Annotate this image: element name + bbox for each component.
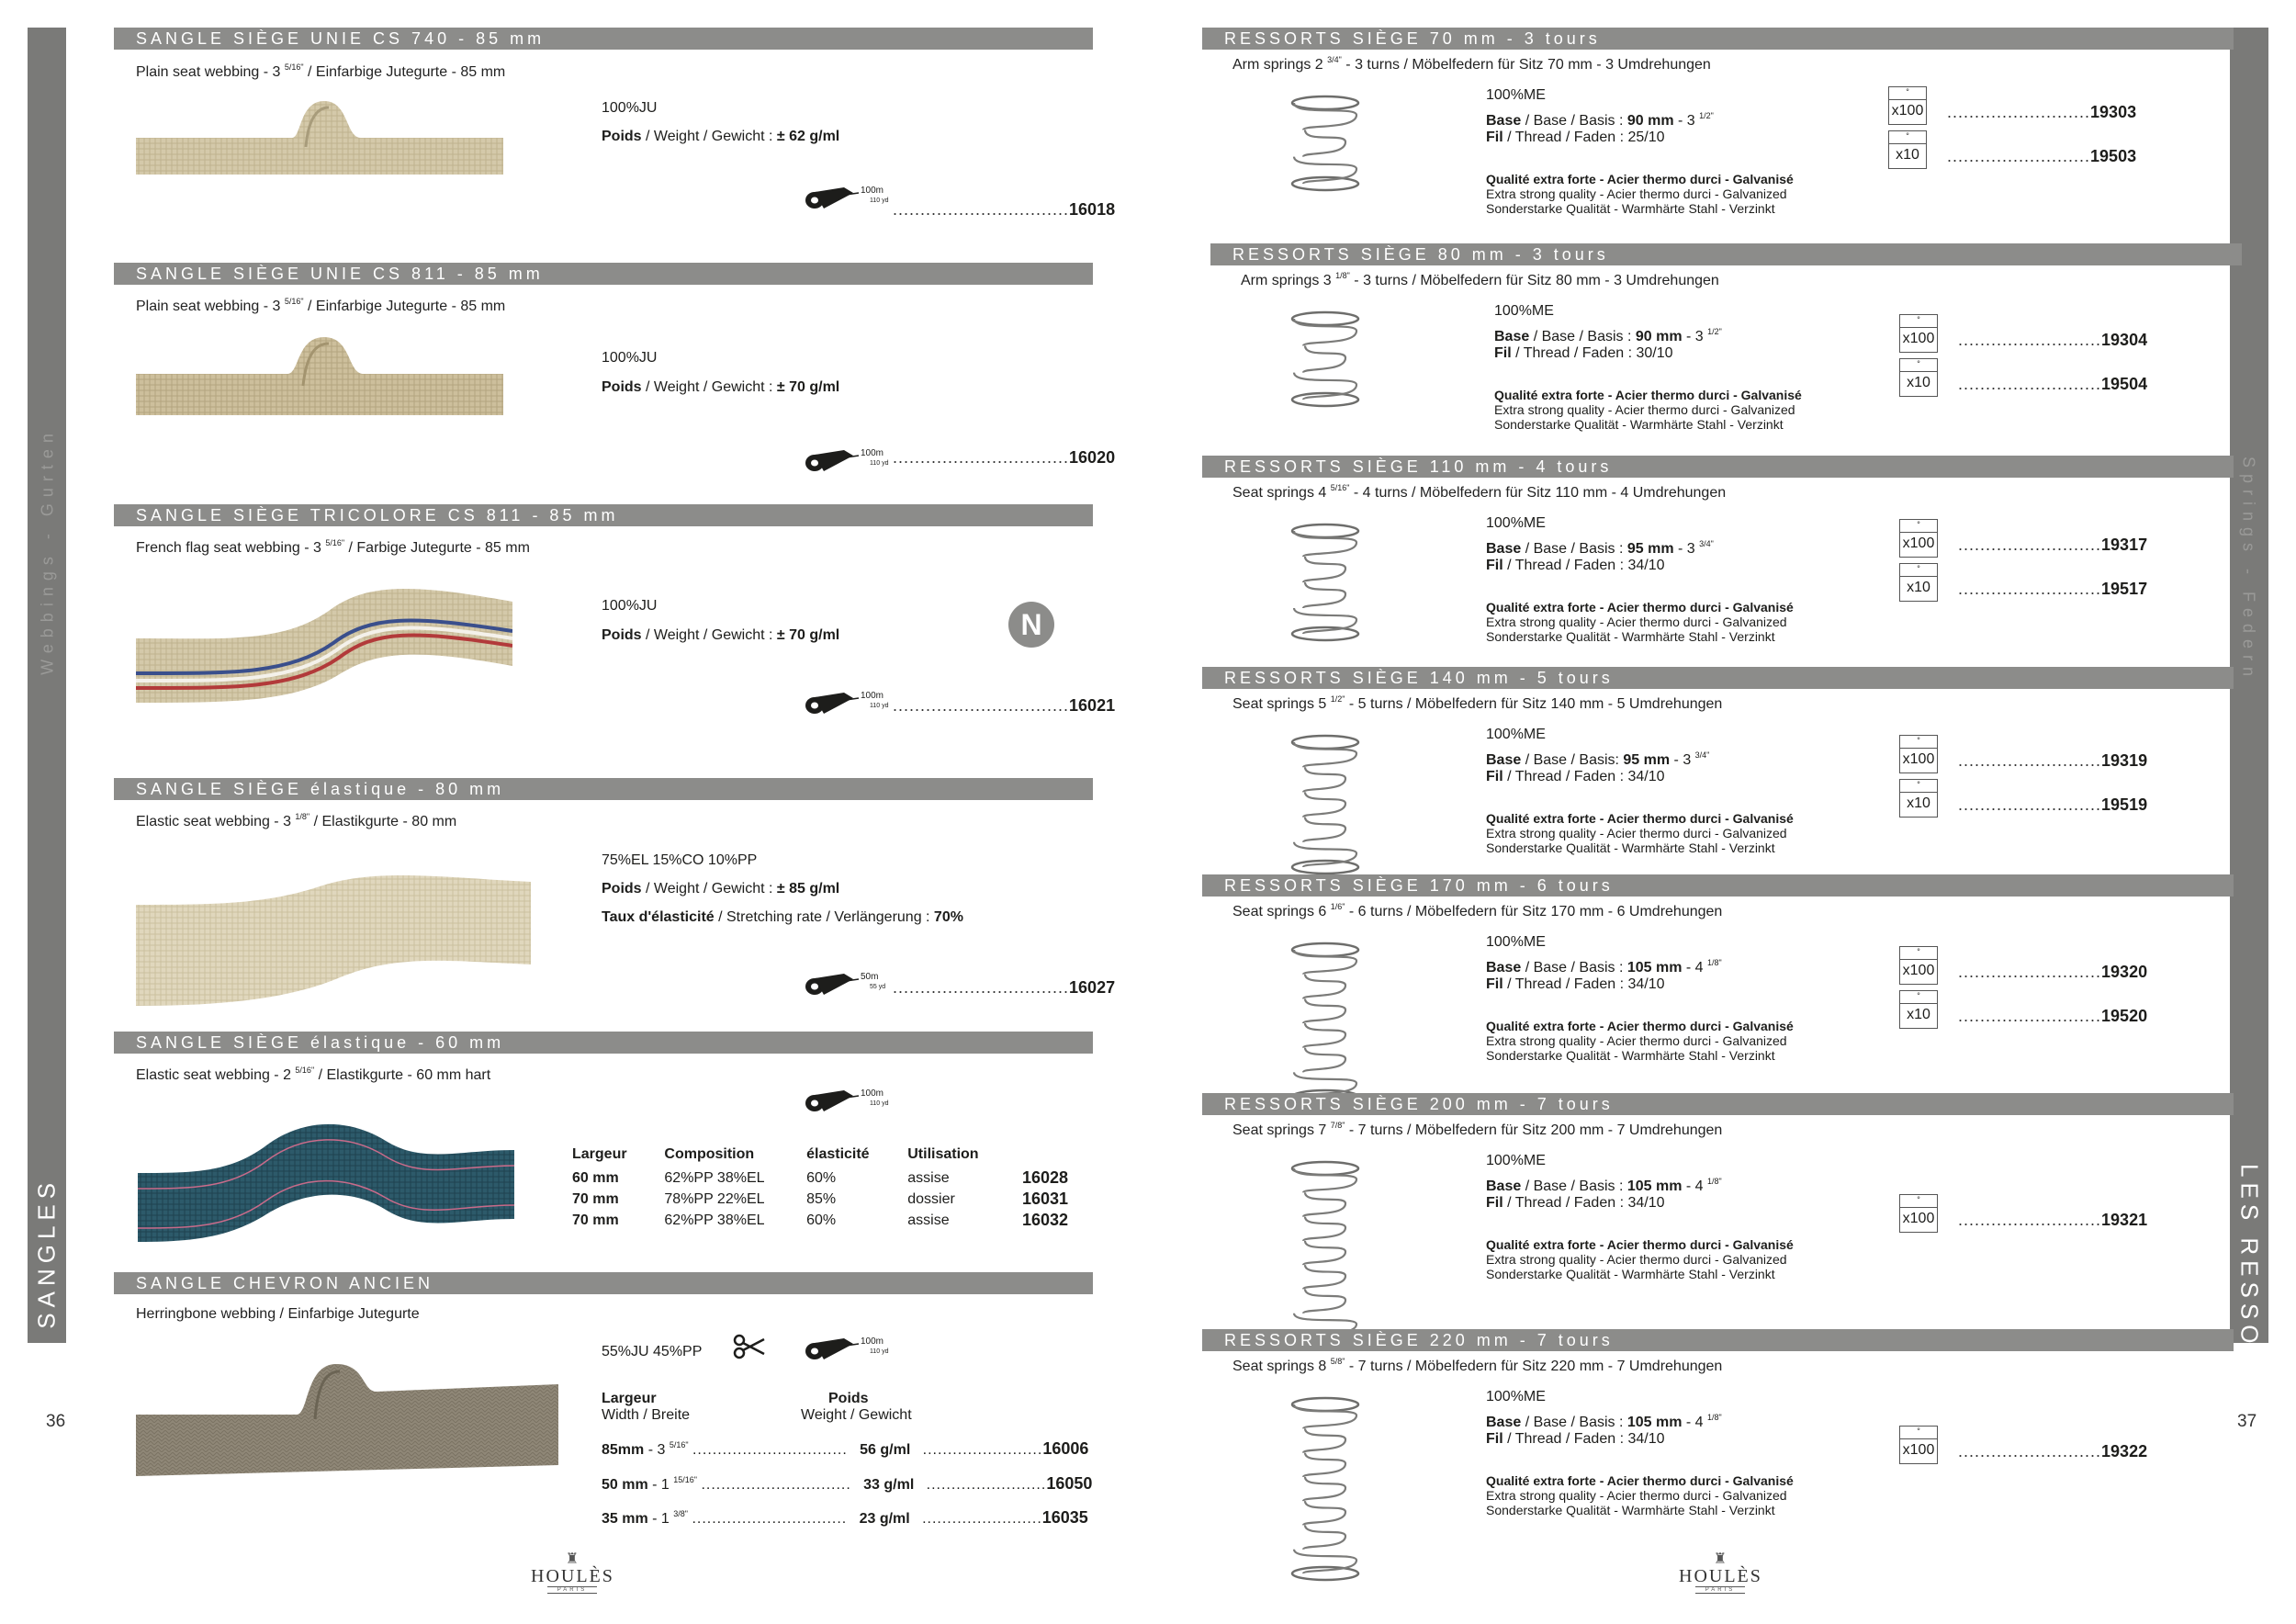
weight-line: Poids / Weight / Gewicht : ± 62 g/ml — [602, 129, 840, 144]
spring-image — [1270, 1393, 1380, 1585]
spring-image — [1270, 308, 1380, 411]
webbing-image-cs811 — [136, 333, 503, 420]
roll-icon — [804, 1088, 861, 1114]
section-subtitle: Plain seat webbing - 3 $^{5/16"}$ / Einfarbige Jutegurte - 85 mm — [136, 62, 506, 80]
table-row: 60 mm 62%PP 38%EL 60% assise 16028 — [572, 1168, 1068, 1187]
new-badge: N — [1008, 602, 1054, 648]
composition: 100%JU — [602, 350, 658, 366]
roll-icon — [804, 972, 861, 998]
product-ref: ..........................19517 — [1958, 580, 2148, 598]
scissors-icon — [733, 1334, 766, 1359]
pack-quantity-icon: ° x100 — [1899, 946, 1938, 987]
base-line: Base / Base / Basis : 105 mm - 4 $^{1/8"}$ — [1486, 958, 1722, 976]
page-number: 37 — [2237, 1412, 2257, 1431]
elastic-60-spec-table — [572, 1146, 1068, 1232]
material: 100%ME — [1486, 1389, 1546, 1404]
base-line: Base / Base / Basis: 95 mm - 3 $^{3/4"}$ — [1486, 750, 1710, 768]
section-subtitle: Seat springs 5 $^{1/2"}$ - 5 turns / Möbelfedern für Sitz 140 mm - 5 Umdrehungen — [1232, 694, 1723, 712]
table-header: élasticité — [806, 1146, 870, 1162]
section-subtitle: Plain seat webbing - 3 $^{5/16"}$ / Einfarbige Jutegurte - 85 mm — [136, 297, 506, 314]
material: 100%ME — [1486, 515, 1546, 531]
section-header-tricolore: SANGLE SIÈGE TRICOLORE CS 811 - 85 mm — [114, 504, 1093, 526]
side-title: LES RESSORTS — [2235, 1164, 2264, 1413]
side-subtitle: Springs - Federn — [2239, 456, 2258, 683]
webbing-image-tricolore — [136, 574, 512, 712]
section-header-spring: RESSORTS SIÈGE 200 mm - 7 tours — [1202, 1093, 2234, 1115]
product-ref: ..........................19520 — [1958, 1007, 2148, 1025]
product-ref: ..........................19321 — [1958, 1211, 2148, 1229]
quality-note: Qualité extra forte - Acier thermo durci - Galvanisé Extra strong quality - Acier thermo durci - Galvanized Sonderstarke Qualität - Warmhärte Stahl - Verzinkt — [1486, 600, 1794, 644]
product-ref: ..........................19503 — [1947, 147, 2137, 165]
roll-length: 100m 110 yd — [804, 448, 895, 476]
crown-icon: ♜ — [1713, 1551, 1728, 1567]
roll-icon — [804, 1336, 861, 1362]
section-header-spring: RESSORTS SIÈGE 70 mm - 3 tours — [1202, 28, 2234, 50]
thread-line: Fil / Thread / Faden : 34/10 — [1486, 558, 1665, 573]
product-ref: ................................16021 — [893, 696, 1116, 715]
pack-quantity-icon: ° x100 — [1888, 86, 1927, 127]
section-header-spring: RESSORTS SIÈGE 140 mm - 5 tours — [1202, 667, 2234, 689]
quality-note: Qualité extra forte - Acier thermo durci - Galvanisé Extra strong quality - Acier thermo durci - Galvanized Sonderstarke Qualität - Warmhärte Stahl - Verzinkt — [1486, 1019, 1794, 1063]
right-page — [1148, 0, 2296, 1624]
roll-length: 100m 110 yd — [804, 1336, 895, 1364]
thread-line: Fil / Thread / Faden : 25/10 — [1486, 130, 1665, 145]
product-ref: ..........................19519 — [1958, 795, 2148, 814]
section-subtitle: Seat springs 4 $^{5/16"}$ - 4 turns / Möbelfedern für Sitz 110 mm - 4 Umdrehungen — [1232, 483, 1727, 501]
weight-line: Poids / Weight / Gewicht : ± 70 g/ml — [602, 379, 840, 395]
houles-logo: ♜ HOULÈS PARIS — [531, 1551, 614, 1593]
product-ref: ..........................19303 — [1947, 103, 2137, 121]
material: 100%ME — [1486, 727, 1546, 742]
product-ref: ..........................19504 — [1958, 375, 2148, 393]
product-ref: ..........................19320 — [1958, 963, 2148, 981]
spring-image — [1270, 731, 1380, 878]
chevron-row: 50 mm - 1 $^{15/16"}$ .............................. 33 g/ml ........................16050 — [602, 1474, 1093, 1493]
section-header-cs740: SANGLE SIÈGE UNIE CS 740 - 85 mm — [114, 28, 1093, 50]
product-ref: ..........................19319 — [1958, 751, 2148, 770]
section-header-cs811: SANGLE SIÈGE UNIE CS 811 - 85 mm — [114, 263, 1093, 285]
section-subtitle: Herringbone webbing / Einfarbige Jutegurte — [136, 1306, 420, 1322]
spring-image — [1270, 92, 1380, 195]
thread-line: Fil / Thread / Faden : 34/10 — [1486, 1195, 1665, 1211]
pack-quantity-icon: ° x10 — [1888, 130, 1927, 171]
section-header-spring: RESSORTS SIÈGE 220 mm - 7 tours — [1202, 1329, 2234, 1351]
page-number: 36 — [46, 1412, 66, 1431]
thread-line: Fil / Thread / Faden : 30/10 — [1494, 345, 1673, 361]
section-header-chevron: SANGLE CHEVRON ANCIEN — [114, 1272, 1093, 1294]
quality-note: Qualité extra forte - Acier thermo durci - Galvanisé Extra strong quality - Acier thermo durci - Galvanized Sonderstarke Qualität - Warmhärte Stahl - Verzinkt — [1486, 172, 1794, 216]
webbing-image-chevron — [136, 1364, 558, 1479]
weight-line: Poids / Weight / Gewicht : ± 85 g/ml — [602, 881, 840, 897]
table-header: Largeur — [572, 1146, 627, 1162]
product-ref: ................................16020 — [893, 448, 1116, 467]
composition: 100%JU — [602, 100, 658, 116]
side-tab-ressorts — [2230, 28, 2268, 1413]
chevron-row: 35 mm - 1 $^{3/8"}$ ............................... 23 g/ml ........................16035 — [602, 1508, 1088, 1527]
weight-line: Poids / Weight / Gewicht : ± 70 g/ml — [602, 627, 840, 643]
col-weight-head: Poids Weight / Gewicht — [801, 1391, 912, 1423]
section-header-spring: RESSORTS SIÈGE 170 mm - 6 tours — [1202, 874, 2234, 897]
quality-note: Qualité extra forte - Acier thermo durci - Galvanisé Extra strong quality - Acier thermo durci - Galvanized Sonderstarke Qualität - Warmhärte Stahl - Verzinkt — [1494, 388, 1802, 432]
roll-length: 100m 110 yd — [804, 1088, 895, 1116]
pack-quantity-icon: ° x100 — [1899, 1194, 1938, 1235]
pack-quantity-icon: ° x100 — [1899, 519, 1938, 559]
section-subtitle: French flag seat webbing - 3 $^{5/16"}$ / Farbige Jutegurte - 85 mm — [136, 538, 530, 556]
spring-image — [1270, 520, 1380, 645]
material: 100%ME — [1486, 1153, 1546, 1168]
section-subtitle: Elastic seat webbing - 3 $^{1/8"}$ / Elastikgurte - 80 mm — [136, 812, 457, 829]
material: 100%ME — [1494, 303, 1554, 319]
base-line: Base / Base / Basis : 105 mm - 4 $^{1/8"}$ — [1486, 1413, 1722, 1430]
base-line: Base / Base / Basis : 95 mm - 3 $^{3/4"}$ — [1486, 539, 1714, 557]
stretch-line: Taux d'élasticité / Stretching rate / Verlängerung : 70% — [602, 909, 963, 925]
houles-logo: ♜ HOULÈS PARIS — [1679, 1551, 1762, 1593]
base-line: Base / Base / Basis : 105 mm - 4 $^{1/8"}$ — [1486, 1177, 1722, 1194]
base-line: Base / Base / Basis : 90 mm - 3 $^{1/2"}$ — [1494, 327, 1722, 344]
table-header: Utilisation — [907, 1146, 979, 1162]
composition: 55%JU 45%PP — [602, 1344, 703, 1359]
table-header: Composition — [664, 1146, 755, 1162]
side-tab-sangles — [28, 28, 66, 1404]
section-subtitle: Elastic seat webbing - 2 $^{5/16"}$ / Elastikgurte - 60 mm hart — [136, 1066, 491, 1083]
quality-note: Qualité extra forte - Acier thermo durci - Galvanisé Extra strong quality - Acier thermo durci - Galvanized Sonderstarke Qualität - Warmhärte Stahl - Verzinkt — [1486, 811, 1794, 855]
section-header-spring: RESSORTS SIÈGE 110 mm - 4 tours — [1202, 456, 2234, 478]
pack-quantity-icon: ° x10 — [1899, 358, 1938, 399]
pack-quantity-icon: ° x10 — [1899, 779, 1938, 819]
composition: 100%JU — [602, 598, 658, 614]
pack-quantity-icon: ° x100 — [1899, 735, 1938, 775]
section-header-elastic-80: SANGLE SIÈGE élastique - 80 mm — [114, 778, 1093, 800]
pack-quantity-icon: ° x10 — [1899, 563, 1938, 603]
section-header-spring: RESSORTS SIÈGE 80 mm - 3 tours — [1210, 243, 2242, 265]
roll-length: 50m 55 yd — [804, 972, 895, 999]
webbing-image-elastic-80 — [136, 854, 531, 1015]
composition: 75%EL 15%CO 10%PP — [602, 852, 758, 868]
section-subtitle: Seat springs 7 $^{7/8"}$ - 7 turns / Möbelfedern für Sitz 200 mm - 7 Umdrehungen — [1232, 1121, 1723, 1138]
roll-icon — [804, 448, 861, 474]
product-ref: ................................16027 — [893, 978, 1116, 997]
section-subtitle: Arm springs 2 $^{3/4"}$ - 3 turns / Möbelfedern für Sitz 70 mm - 3 Umdrehungen — [1232, 55, 1711, 73]
material: 100%ME — [1486, 87, 1546, 103]
quality-note: Qualité extra forte - Acier thermo durci - Galvanisé Extra strong quality - Acier thermo durci - Galvanized Sonderstarke Qualität - Warmhärte Stahl - Verzinkt — [1486, 1237, 1794, 1281]
roll-icon — [804, 691, 861, 716]
roll-icon — [804, 186, 861, 211]
material: 100%ME — [1486, 934, 1546, 950]
section-subtitle: Seat springs 8 $^{5/8"}$ - 7 turns / Möbelfedern für Sitz 220 mm - 7 Umdrehungen — [1232, 1357, 1723, 1374]
product-ref: ..........................19304 — [1958, 331, 2148, 349]
side-subtitle: Webbings - Gurten — [38, 427, 57, 675]
webbing-image-elastic-60 — [138, 1113, 514, 1242]
thread-line: Fil / Thread / Faden : 34/10 — [1486, 769, 1665, 784]
spring-image — [1270, 939, 1380, 1108]
base-line: Base / Base / Basis : 90 mm - 3 $^{1/2"}$ — [1486, 111, 1714, 129]
thread-line: Fil / Thread / Faden : 34/10 — [1486, 976, 1665, 992]
webbing-image-cs740 — [136, 96, 503, 179]
col-width-head: Largeur Width / Breite — [602, 1391, 691, 1423]
crown-icon: ♜ — [565, 1551, 580, 1567]
section-header-elastic-60: SANGLE SIÈGE élastique - 60 mm — [114, 1032, 1093, 1054]
pack-quantity-icon: ° x100 — [1899, 1426, 1938, 1466]
roll-length: 100m 110 yd — [804, 186, 895, 213]
quality-note: Qualité extra forte - Acier thermo durci - Galvanisé Extra strong quality - Acier thermo durci - Galvanized Sonderstarke Qualität - Warmhärte Stahl - Verzinkt — [1486, 1473, 1794, 1517]
thread-line: Fil / Thread / Faden : 34/10 — [1486, 1431, 1665, 1447]
product-ref: ................................16018 — [893, 200, 1116, 219]
chevron-row: 85mm - 3 $^{5/16"}$ ............................... 56 g/ml ........................16006 — [602, 1439, 1089, 1458]
table-row: 70 mm 62%PP 38%EL 60% assise 16032 — [572, 1211, 1068, 1229]
side-title: LES SANGLES — [32, 1177, 61, 1404]
product-ref: ..........................19322 — [1958, 1442, 2148, 1460]
product-ref: ..........................19317 — [1958, 536, 2148, 554]
section-subtitle: Seat springs 6 $^{1/6"}$ - 6 turns / Möbelfedern für Sitz 170 mm - 6 Umdrehungen — [1232, 902, 1723, 919]
roll-length: 100m 110 yd — [804, 691, 895, 718]
pack-quantity-icon: ° x100 — [1899, 314, 1938, 355]
section-subtitle: Arm springs 3 $^{1/8"}$ - 3 turns / Möbelfedern für Sitz 80 mm - 3 Umdrehungen — [1241, 271, 1719, 288]
pack-quantity-icon: ° x10 — [1899, 990, 1938, 1031]
spring-image — [1270, 1157, 1380, 1348]
table-row: 70 mm 78%PP 22%EL 85% dossier 16031 — [572, 1190, 1068, 1208]
